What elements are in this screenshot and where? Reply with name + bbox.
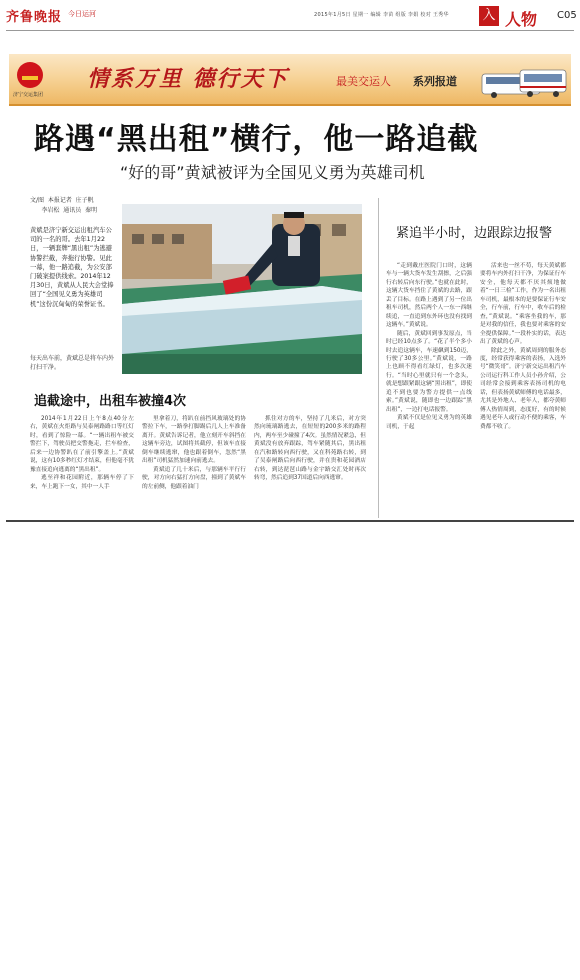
lead-text: 黄斌是济宁新交运出租汽车公司的一名的哥。去年1月22日，一辆套牌“黑出租”为逃避协警拦截，奔拖行协警。见此一幕，他一路追截，为公安部门破案提供线索。2014年12月30日，黄斌从人民大会堂捧回了“全国见义勇为英雄司机”这份沉甸甸的荣誉证书。 — [30, 227, 114, 308]
column-divider — [378, 198, 379, 518]
byline: 文/图 本报记者 庄子帆 李岩松 通讯员 秦明 — [30, 197, 98, 214]
series-banner — [9, 54, 571, 106]
page-bottom-rule — [6, 520, 574, 522]
article-photo — [122, 204, 362, 374]
paragraph: 抓住对方的车，坚持了几米后，对方突然向琉璃路逃去，在短短的200多米的路程内，两车至少碰撞了4次。虽然情况紧急，但黄斌没有放弃跟踪，驾车紧随其后，黑出租在汽和路转向西行驶，又在科苑路右转，到了吴泰闸路后向西行驶，并在贵和花园酒店右转，到达琵琶山路与金宇路交汇处时再次转弯，然后追到37国道后向西逃窜。 — [254, 416, 366, 482]
paragraph: 随后，黄斌回到事发原点，当时已经10点多了。“花了半个多小时去追这辆车，车速飙到150迈，行驶了30多公里。”黄斌说，一路上也顾不得看红绿灯，也多次迷行。“当时心里就只有一个念头，就是想跟紧跟这辆“黑出租”，即使追不到也要为警方提供一点线索。”黄斌说，随即也一边跟踪“黑出租”，一边打电话报警。 — [386, 330, 472, 413]
paragraph: 黄斌不仅是位见义勇为的英雄司机，于起 — [386, 415, 472, 430]
headline: 路遇“黑出租”横行，他一路追截 — [34, 122, 479, 157]
section-icon: 入 — [479, 6, 499, 26]
lead-paragraph — [30, 226, 114, 309]
issue-meta: 2015年1月5日 星期一 编辑 李苗 组版 李娟 校对 王秀华 — [314, 12, 449, 18]
masthead — [2, 2, 578, 28]
banner-slogan: 情系万里 德行天下 — [87, 66, 289, 92]
paragraph: 逃至祥和花园附近，那辆车停了下来，车上跑下一女，其中一人手 — [30, 475, 134, 490]
edition-name: 今日运河 — [68, 10, 96, 18]
banner-series-suffix: 系列报道 — [413, 75, 457, 88]
header-divider — [6, 30, 574, 31]
paragraph: 除此之外，黄斌周到的服务态度，经常获得乘客的表扬，入选外号“微笑哥”。济宁新交运出租汽车公司运行科工作人员小孙介绍，公司经常会接到乘客表扬司机的电话，但表扬黄斌师傅的电话最多，尤其是外地人、老年人，都夸黄师傅人热情周到，态度好，有的时候遇见老年人或行动不便的乘客，车费都不收了。 — [480, 347, 566, 430]
company-emblem-icon — [17, 62, 43, 88]
section-name: 人物 — [505, 10, 538, 29]
bus-fleet-icon — [480, 66, 568, 100]
photo-caption: 每天出车前，黄斌总是将车内外打扫干净。 — [30, 355, 115, 371]
page-number: C05 — [557, 10, 577, 21]
body-column-3 — [254, 415, 366, 483]
newspaper-logo: 齐鲁晚报 — [6, 10, 63, 25]
section1-title: 追截途中，出租车被撞4次 — [34, 394, 187, 409]
paragraph: 黄斌追了几十米后，与那辆车平行行驶，对方向右猛打方向盘，撞到了黄斌车的左前侧，他跟着油门 — [142, 466, 246, 490]
banner-series-label: 最美交运人 — [336, 75, 391, 88]
body-column-5 — [480, 262, 566, 431]
paragraph: 2014年1月22日上午8点40分左右，黄斌在火炬路与吴泰闸路路口等红灯时，看到了惊险一幕。“一辆出租车被交警拦下，驾驶员把交警拖走，拦车检查，后来一边协警趴在了前引擎盖上。”黄斌说，这有10多秒红灯才结束，但他毫不犹豫直接追向逃离的“黑出租”。 — [30, 416, 134, 473]
paragraph: 活来也一丝不苟，每天黄斌都要将车内外打扫干净，为保证行车安全，他每天都不厌其烦地做着“一日三检”工作，作为一名出租车司机，最根本的是要保证行车安全，行车前，行车中，收车后的检查，”黄斌说。“乘客坐我的车，那是对我的信任，我也要对乘客的安全提供保障。”一段朴实的话，表达出了黄斌的心声。 — [480, 263, 566, 346]
banner-org: 济宁交运集团 — [13, 92, 44, 98]
body-column-2 — [142, 415, 246, 491]
subheadline: “好的哥”黄斌被评为全国见义勇为英雄司机 — [120, 163, 425, 182]
driver-cleaning-taxi-image — [122, 204, 362, 374]
paragraph: 里拿着刀，将趴在前挡风玻璃处的协警拉下车，一路拳打脚踢后几人上车准备离开。黄斌告诉记者，他立刻开车斜挡在这辆车旁边，试图将其截停，但该车直接倒车继续逃窜，他也跟着倒车，忽然“黑出租”司机猛然加速向前逃去。 — [142, 416, 246, 465]
body-column-1 — [30, 415, 134, 491]
body-column-4 — [386, 262, 472, 431]
section2-title: 紧追半小时，边跟踪边报警 — [396, 226, 553, 241]
paragraph: “走到戴庄医院门口时，这辆车与一辆大货车发生刮擦，之后强行右转后向东行驶。”也就在此时，这辆大货车挡住了黄斌的去路，跟丢了目标。在路上遇到了另一位出租车司机，然后两个人一东一西继续追，一直追到东外环也没有找到这辆车。”黄斌说。 — [386, 263, 472, 329]
